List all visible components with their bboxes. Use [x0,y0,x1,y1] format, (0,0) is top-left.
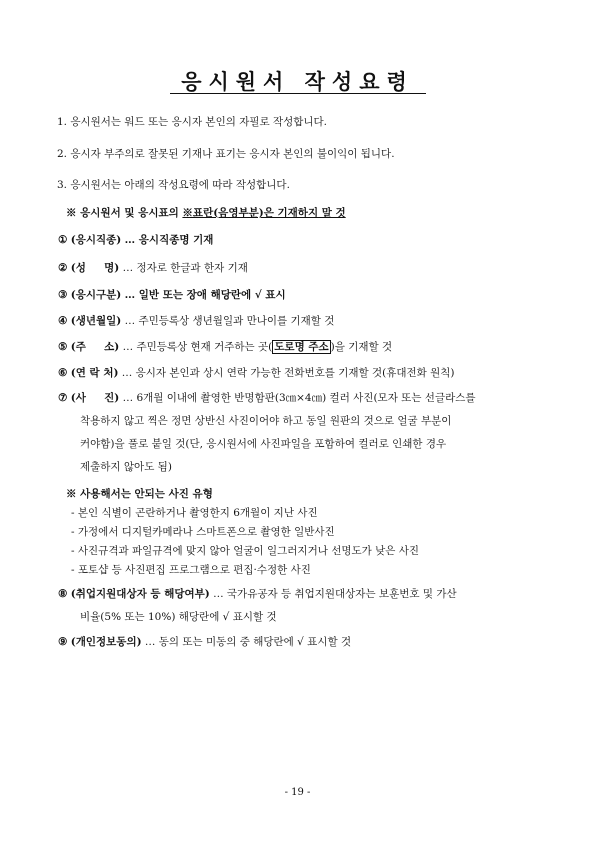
photo-bullet: - 본인 식별이 곤란하거나 촬영한지 6개월이 지난 사진 [71,507,318,519]
item-label: (응시구분) [70,289,122,301]
item-contact [58,365,455,380]
item-address [58,339,392,354]
notice [66,205,346,220]
item-text: … 주민등록상 생년월일과 만나이를 기재할 것 [124,315,335,327]
item-photo-line-4: 제출하지 않아도 됨) [80,461,172,473]
item-text: … 동의 또는 미동의 중 해당란에 √ 표시할 것 [144,636,352,648]
page-number: - 19 - [284,787,311,798]
item-text: … 일반 또는 장애 해당란에 √ 표시 [124,289,286,301]
notice-emph: ※표란(음영부분)은 기재하지 말 것 [182,207,346,219]
item-number: ⑧ [58,588,68,600]
item-number: ⑥ [58,367,68,379]
intro-line-2: 2. 응시자 부주의로 잘못된 기재나 표기는 응시자 본인의 불이익이 됩니다. [57,148,395,160]
item-text: … 응시직종명 기재 [124,234,214,246]
item-number: ⑨ [58,636,68,648]
item-text: … 응시자 본인과 상시 연락 가능한 전화번호를 기재할 것(휴대전화 원칙) [121,367,455,379]
item-photo [58,390,476,405]
photo-bullet: - 포토샵 등 사진편집 프로그램으로 편집·수정한 사진 [71,564,311,576]
item-text: … 정자로 한글과 한자 기재 [122,262,248,274]
item-number: ④ [58,315,68,327]
item-number: ① [58,234,68,246]
item-number: ⑦ [58,392,68,404]
item-number: ② [58,262,68,274]
item-birthdate [58,313,334,328]
item-label: (사 진) [70,392,120,404]
intro-line-3: 3. 응시원서는 아래의 작성요령에 따라 작성합니다. [57,179,290,191]
item-number: ③ [58,289,68,301]
notice-prefix: ※ 응시원서 및 응시표의 [66,207,183,219]
item-photo-line-2: 착용하지 않고 찍은 정면 상반신 사진이어야 하고 동일 원판의 것으로 얼굴 부분이 [80,415,452,427]
road-address-box: 도로명 주소 [274,341,329,353]
item-label: (취업지원대상자 등 해당여부) [70,588,210,600]
item-employment-support [58,586,457,601]
item-label: (개인정보동의) [70,636,142,648]
item-label: (생년월일) [70,315,122,327]
item-job-type [58,232,213,247]
page-title: 응시원서 작성요령 [181,69,414,94]
item-text-line: … 국가유공자 등 취업지원대상자는 보훈번호 및 가산 [213,588,457,600]
item-label: (성 명) [70,262,120,274]
item-text-after: )을 기재할 것 [330,341,393,353]
item-employment-support-line-2: 비율(5% 또는 10%) 해당란에 √ 표시할 것 [80,611,277,623]
item-application-category [58,287,286,302]
item-label: (주 소) [70,341,120,353]
title-underline [170,93,426,94]
item-photo-line-3: 커야함)을 풀로 붙일 것(단, 응시원서에 사진파일을 포함하여 컬러로 인쇄한 경우 [80,438,447,450]
item-privacy-consent [58,634,351,649]
item-text-before: … 주민등록상 현재 거주하는 곳( [122,341,273,353]
item-number: ⑤ [58,341,68,353]
item-name [58,260,248,275]
photo-bullet: - 사진규격과 파일규격에 맞지 않아 얼굴이 일그러지거나 선명도가 낮은 사진 [71,545,420,557]
item-label: (응시직종) [70,234,122,246]
item-label: (연 락 처) [70,367,119,379]
intro-line-1: 1. 응시원서는 워드 또는 응시자 본인의 자필로 작성합니다. [57,116,328,128]
photo-section-heading: ※ 사용해서는 안되는 사진 유형 [66,488,213,500]
item-text-line: … 6개월 이내에 촬영한 반명함판(3㎝×4㎝) 컬러 사진(모자 또는 선글라스를 [122,392,476,404]
photo-bullet: - 가정에서 디지털카메라나 스마트폰으로 촬영한 일반사진 [71,526,335,538]
